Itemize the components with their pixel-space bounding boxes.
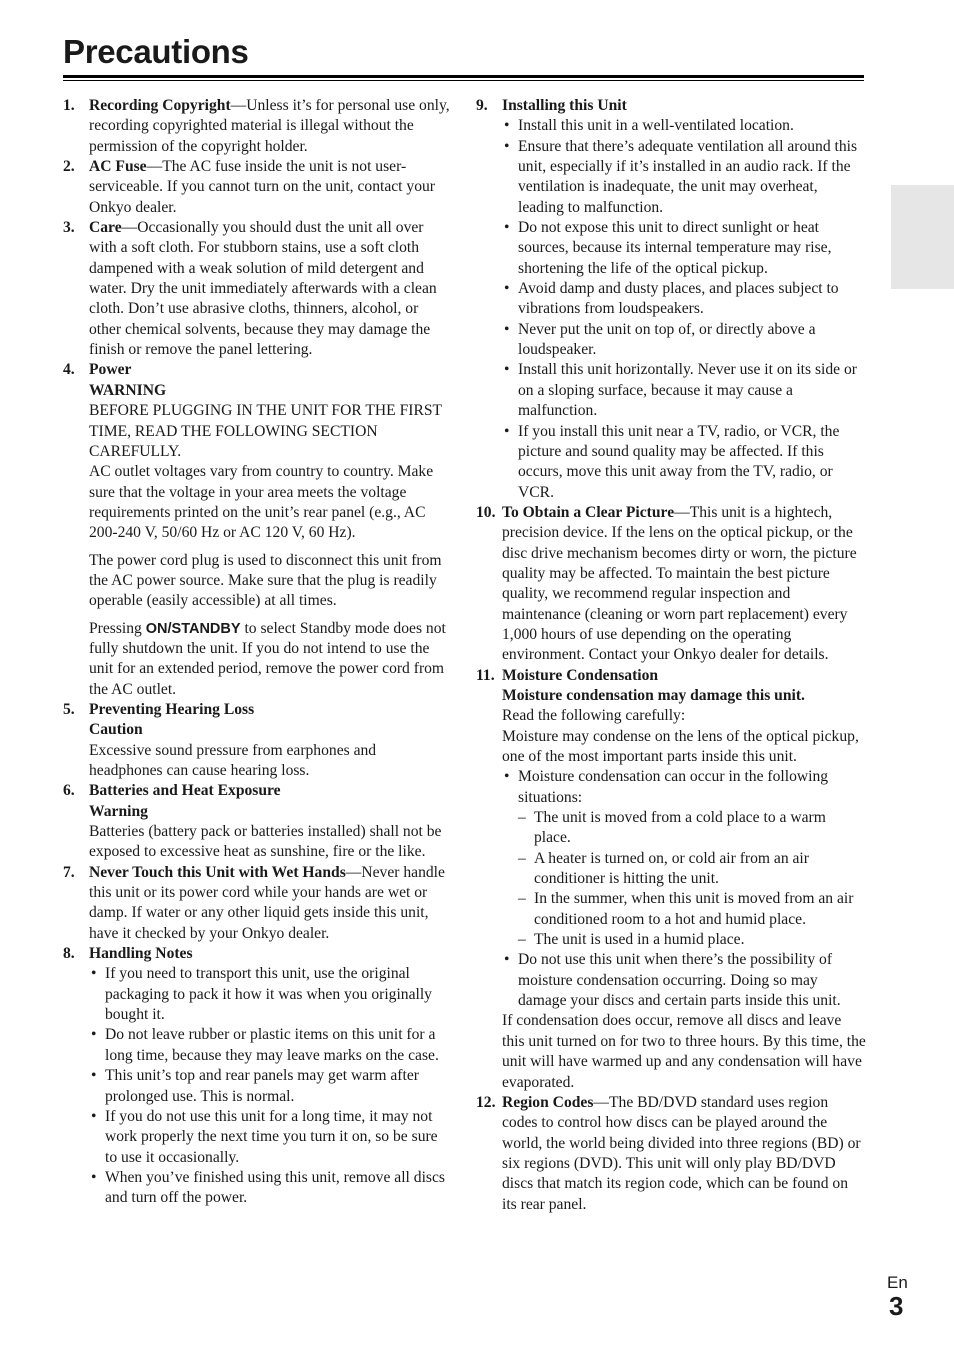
page-number: 3: [889, 1291, 904, 1321]
item-number: 5.: [63, 700, 75, 718]
item-number: 4.: [63, 361, 75, 379]
list-item: • This unit’s top and rear panels may get warm after prolonged use. This is normal.: [89, 1066, 453, 1107]
item-care: [63, 218, 453, 360]
moisture-situations-list: [518, 808, 866, 950]
list-item: • Do not expose this unit to direct sunlight or heat sources, because its internal temperature may rise, shortening the life of the optical pickup.: [502, 218, 866, 279]
item-power: [63, 360, 453, 700]
warning-label: Warning: [89, 802, 148, 820]
item-heading: Preventing Hearing Loss: [89, 700, 255, 718]
list-item: • Do not leave rubber or plastic items on this unit for a long time, because they may leave marks on the case.: [89, 1025, 453, 1066]
item-heading: AC Fuse: [89, 158, 147, 176]
item-heading: Handling Notes: [89, 945, 193, 963]
item-installing: [476, 96, 866, 503]
item-batteries: [63, 781, 453, 862]
power-paragraph-voltage: AC outlet voltages vary from country to country. Make sure that the voltage in your area meets the voltage requirements printed on the unit’s rear panel (e.g., AC 200-240 V, 50/60 Hz or AC 120 V, 60 Hz).: [89, 463, 434, 542]
item-number: 10.: [476, 503, 496, 521]
item-heading: Power: [89, 361, 132, 379]
list-item: • Install this unit horizontally. Never use it on its side or on a sloping surface, because it may cause a malfunction.: [502, 360, 866, 421]
item-heading: Region Codes: [502, 1093, 594, 1111]
item-heading: Moisture Condensation: [502, 666, 659, 684]
item-text: —The BD/DVD standard uses region codes to control how discs can be played around the world, the world being divided into three regions (BD) or six regions (DVD). This unit will only play BD/DVD discs that match its region code, which can be found on its rear panel.: [502, 1093, 861, 1213]
list-item: • Never put the unit on top of, or directly above a loudspeaker.: [502, 320, 866, 361]
standby-pre-text: Pressing: [89, 619, 146, 637]
item-number: 3.: [63, 219, 75, 237]
list-item: – The unit is used in a humid place.: [518, 930, 866, 950]
list-item: • Do not use this unit when there’s the possibility of moisture condensation occurring. Doing so may damage your discs and certain parts inside this unit.: [502, 950, 866, 1011]
handling-bullet-list: [89, 964, 453, 1208]
list-item: • If you need to transport this unit, use the original packaging to pack it how it was when you originally bought it.: [89, 964, 453, 1025]
item-clear-picture: [476, 503, 866, 666]
language-label: En: [887, 1273, 908, 1292]
item-number: 1.: [63, 97, 75, 114]
list-item: • When you’ve finished using this unit, remove all discs and turn off the power.: [89, 1168, 453, 1209]
item-heading: Care: [89, 219, 122, 237]
list-item: • If you install this unit near a TV, radio, or VCR, the picture and sound quality may be affected. If this occurs, move this unit away from the TV, radio, or VCR.: [502, 422, 866, 503]
section-tab-marker: [891, 185, 954, 289]
item-handling-notes: [63, 944, 453, 1208]
item-moisture: [476, 666, 866, 1093]
item-text: —The AC fuse inside the unit is not user-serviceable. If you cannot turn on the unit, contact your Onkyo dealer.: [89, 158, 435, 216]
item-heading: Installing this Unit: [502, 97, 627, 114]
installing-bullet-list: [502, 116, 866, 503]
item-number: 7.: [63, 863, 75, 881]
bullet-text: Moisture condensation can occur in the following situations:: [518, 768, 829, 806]
item-heading: Batteries and Heat Exposure: [89, 782, 281, 800]
item-heading: Never Touch this Unit with Wet Hands: [89, 863, 346, 881]
item-ac-fuse: [63, 157, 453, 218]
warning-caps-text: BEFORE PLUGGING IN THE UNIT FOR THE FIRST TIME, READ THE FOLLOWING SECTION CAREFULLY.: [89, 402, 442, 460]
on-standby-button-label: ON/STANDBY: [145, 620, 241, 637]
item-text: —This unit is a hightech, precision device. If the lens on the optical pickup, or the disc drive mechanism becomes dirty or worn, the picture quality may be affected. To maintain the best picture quality, we recommend regular inspection and maintenance (cleaning or worn part replacement) every 1,000 hours of use depending on the operating environment. Contact your Onkyo dealer for details.: [502, 503, 857, 664]
item-hearing-loss: [63, 700, 453, 781]
item-region-codes: [476, 1093, 866, 1215]
page-title: Precautions: [63, 33, 249, 70]
list-item: – A heater is turned on, or cold air from an air conditioner is hitting the unit.: [518, 849, 866, 890]
item-text: —Never handle this unit or its power cord while your hands are wet or damp. If water or any other liquid gets inside this unit, have it checked by your Onkyo dealer.: [89, 863, 445, 942]
moisture-intro: Moisture may condense on the lens of the optical pickup, one of the most important parts inside this unit.: [502, 727, 859, 765]
list-item: – The unit is moved from a cold place to a warm place.: [518, 808, 866, 849]
title-rule: [63, 75, 864, 81]
power-paragraph-plug: The power cord plug is used to disconnect this unit from the AC power source. Make sure that the plug is readily operable (easily accessible) at all times.: [89, 551, 442, 610]
moisture-outro: If condensation does occur, remove all discs and leave this unit turned on for two to three hours. By this time, the unit will have warmed up and any condensation will have evaporated.: [502, 1012, 866, 1091]
list-item: [502, 767, 866, 950]
item-number: 9.: [476, 97, 488, 114]
item-text: Batteries (battery pack or batteries installed) shall not be exposed to excessive heat as sunshine, fire or the like.: [89, 823, 442, 861]
item-number: 11.: [476, 666, 495, 684]
power-paragraph-standby: [89, 619, 453, 700]
list-item: – In the summer, when this unit is moved from an air conditioned room to a hot and humid place.: [518, 889, 866, 930]
item-recording-copyright: [63, 96, 453, 157]
item-number: 2.: [63, 158, 75, 176]
item-number: 12.: [476, 1093, 496, 1111]
item-number: 6.: [63, 782, 75, 800]
item-text: —Occasionally you should dust the unit all over with a soft cloth. For stubborn stains, use a soft cloth dampened with a weak solution of mild detergent and water. Dry the unit immediately afterwards with a clean cloth. Don’t use abrasive cloths, thinners, alcohol, or other chemical solvents, because they may damage the finish or remove the panel lettering.: [89, 219, 437, 359]
list-item: • Ensure that there’s adequate ventilation all around this unit, especially if it’s installed in an audio rack. If the ventilation is inadequate, the unit may overheat, leading to malfunction.: [502, 137, 866, 218]
moisture-warning: Moisture condensation may damage this unit.: [502, 686, 805, 704]
item-text: —Unless it’s for personal use only, recording copyrighted material is illegal without the permission of the copyright holder.: [89, 97, 450, 155]
standby-post-text: to select Standby mode does not fully shutdown the unit. If you do not intend to use the unit for an extended period, remove the power cord from the AC outlet.: [89, 619, 446, 698]
moisture-bullet-list: [502, 767, 866, 1011]
item-text: Excessive sound pressure from earphones and headphones can cause hearing loss.: [89, 741, 377, 779]
warning-label: WARNING: [89, 381, 167, 399]
list-item: • Install this unit in a well-ventilated location.: [502, 116, 866, 136]
read-carefully-text: Read the following carefully:: [502, 707, 686, 725]
item-heading: To Obtain a Clear Picture: [502, 503, 675, 521]
item-heading: Recording Copyright: [89, 97, 231, 114]
right-column: [476, 96, 866, 1215]
caution-label: Caution: [89, 721, 143, 739]
list-item: • Avoid damp and dusty places, and places subject to vibrations from loudspeakers.: [502, 279, 866, 320]
item-wet-hands: [63, 863, 453, 944]
left-column: [63, 96, 453, 1209]
item-number: 8.: [63, 945, 75, 963]
list-item: • If you do not use this unit for a long time, it may not work properly the next time you turn it on, so be sure to use it occasionally.: [89, 1107, 453, 1168]
